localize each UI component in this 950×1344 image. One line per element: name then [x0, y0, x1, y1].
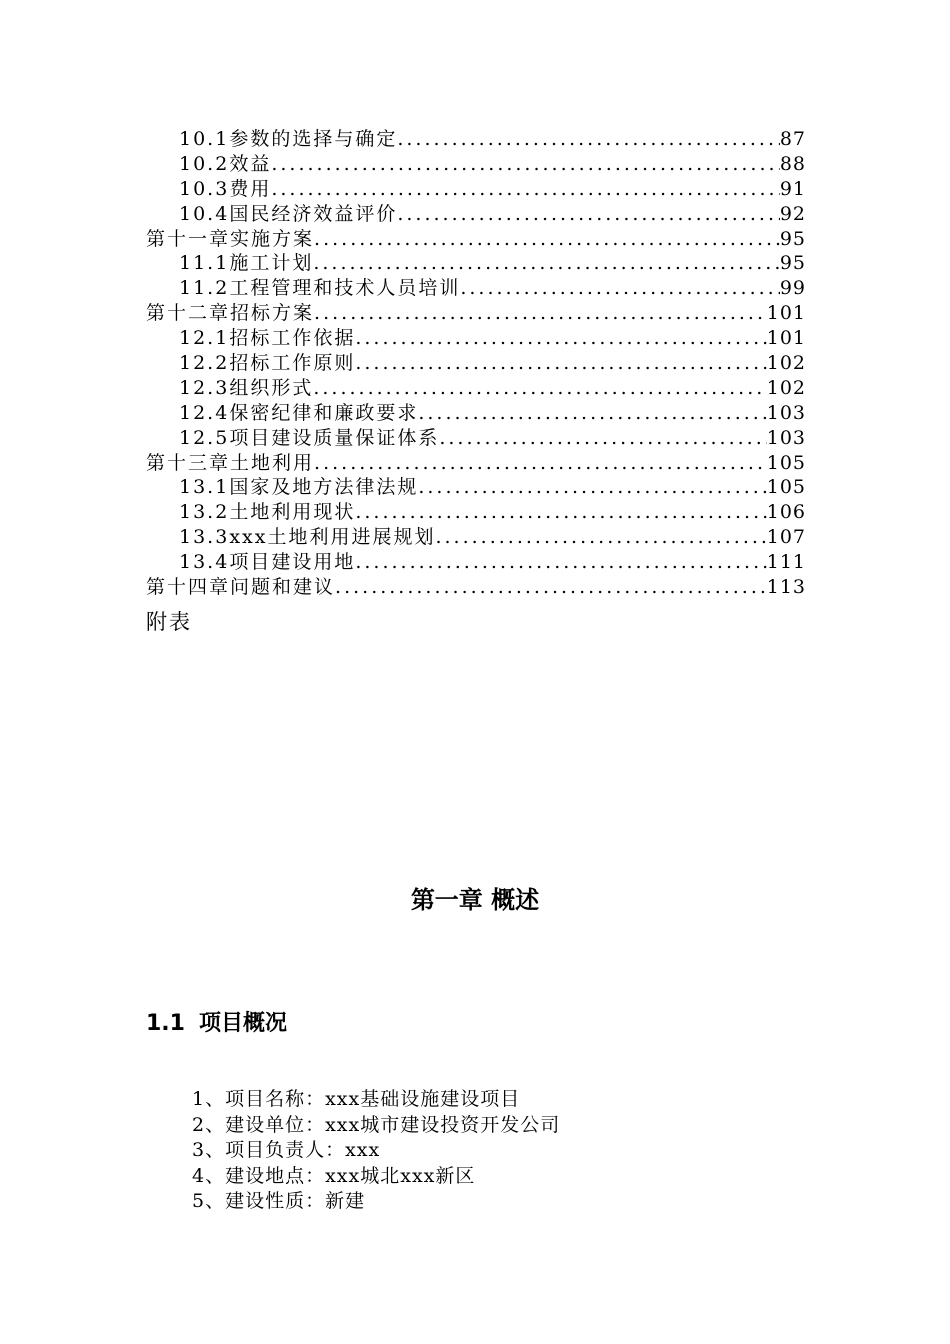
toc-entry-title: 施工计划 [229, 252, 314, 275]
toc-entry-number: 12.1 [179, 327, 230, 350]
toc-entry-number: 第十四章 [146, 576, 231, 599]
toc-leader-dots [355, 551, 766, 573]
toc-entry-number: 13.1 [179, 476, 230, 499]
toc-entry-number: 第十一章 [146, 227, 231, 250]
toc-entry-number: 10.3 [179, 177, 230, 200]
toc-page-number: 88 [779, 152, 806, 175]
toc-section-entry[interactable] [146, 323, 806, 348]
toc-entry-number: 12.2 [179, 352, 230, 375]
toc-entry-title: 项目建设质量保证体系 [229, 426, 440, 449]
toc-page-number: 105 [766, 451, 806, 474]
toc-leader-dots [314, 452, 767, 474]
toc-entry-number: 11.1 [179, 252, 230, 275]
toc-section-entry[interactable] [146, 248, 806, 273]
toc-leader-dots [313, 252, 779, 274]
toc-leader-dots [271, 153, 779, 175]
toc-page-number: 95 [779, 227, 806, 250]
toc-entry-title: 组织形式 [229, 376, 314, 399]
toc-leader-dots [355, 327, 766, 349]
toc-page-number: 87 [779, 128, 806, 150]
toc-entry-title: 国民经济效益评价 [229, 202, 398, 225]
project-info-item: 4、建设地点：xxx城北xxx新区 [192, 1164, 476, 1187]
toc-page-number: 101 [766, 302, 806, 325]
toc-section-entry[interactable] [146, 472, 806, 497]
toc-section-entry[interactable] [146, 373, 806, 398]
toc-page-number: 91 [779, 177, 806, 200]
toc-page-number: 92 [779, 202, 806, 225]
toc-entry-number: 12.4 [179, 401, 230, 424]
toc-leader-dots [355, 352, 766, 374]
toc-section-entry[interactable] [146, 199, 806, 224]
chapter-title: 第一章 概述 [410, 886, 540, 914]
toc-page-number: 111 [766, 551, 806, 574]
toc-leader-dots [418, 476, 766, 498]
toc-entry-title: 项目建设用地 [229, 551, 356, 574]
toc-leader-dots [335, 576, 767, 598]
toc-leader-dots [418, 402, 766, 424]
toc-entry-title: 保密纪律和廉政要求 [229, 401, 419, 424]
toc-entry-title: 费用 [229, 177, 272, 200]
project-info-item: 1、项目名称：xxx基础设施建设项目 [192, 1088, 521, 1110]
toc-section-entry[interactable] [146, 497, 806, 522]
toc-entry-number: 12.5 [179, 426, 230, 449]
project-info-list [192, 1084, 560, 1212]
toc-section-entry[interactable] [146, 423, 806, 448]
toc-entry-title: 招标方案 [230, 302, 315, 325]
toc-leader-dots [355, 501, 766, 523]
toc-page-number: 103 [766, 401, 806, 424]
toc-page-number: 102 [766, 352, 806, 375]
toc-chapter-entry[interactable] [146, 224, 806, 249]
toc-leader-dots [435, 526, 766, 548]
toc-leader-dots [397, 128, 779, 150]
section-number: 1.1 [146, 1011, 185, 1036]
toc-chapter-entry[interactable] [146, 298, 806, 323]
toc-entry-number: 10.2 [179, 152, 230, 175]
toc-section-entry[interactable] [146, 273, 806, 298]
toc-leader-dots [460, 277, 779, 299]
section-title-text: 项目概况 [198, 1011, 287, 1036]
toc-entry-title: xxx土地利用进展规划 [229, 526, 436, 549]
toc-page-number: 103 [766, 426, 806, 449]
toc-page-number: 106 [766, 501, 806, 524]
toc-leader-dots [271, 178, 779, 200]
table-of-contents [146, 124, 806, 597]
toc-entry-title: 效益 [229, 152, 272, 175]
toc-page-number: 99 [779, 277, 806, 300]
section-heading [146, 1006, 287, 1037]
toc-leader-dots [314, 302, 767, 324]
toc-page-number: 113 [766, 576, 806, 599]
toc-page-number: 95 [779, 252, 806, 275]
appendix-label: 附表 [146, 610, 192, 634]
toc-section-entry[interactable] [146, 398, 806, 423]
project-info-item: 5、建设性质：新建 [192, 1190, 366, 1212]
toc-page-number: 105 [766, 476, 806, 499]
toc-entry-number: 12.3 [179, 376, 230, 399]
toc-section-entry[interactable] [146, 174, 806, 199]
toc-entry-title: 招标工作原则 [229, 352, 356, 375]
toc-entry-title: 土地利用 [230, 451, 315, 474]
toc-section-entry[interactable] [146, 149, 806, 174]
toc-leader-dots [313, 377, 766, 399]
toc-entry-number: 11.2 [179, 277, 230, 300]
toc-entry-number: 10.4 [179, 202, 230, 225]
toc-entry-number: 第十二章 [146, 302, 231, 325]
toc-section-entry[interactable] [146, 547, 806, 572]
toc-entry-title: 土地利用现状 [229, 501, 356, 524]
toc-entry-title: 参数的选择与确定 [229, 128, 398, 150]
toc-section-entry[interactable] [146, 522, 806, 547]
toc-leader-dots [397, 203, 779, 225]
toc-page-number: 102 [766, 376, 806, 399]
toc-page-number: 101 [766, 327, 806, 350]
toc-entry-number: 13.4 [179, 551, 230, 574]
project-info-item: 2、建设单位：xxx城市建设投资开发公司 [192, 1113, 561, 1136]
toc-section-entry[interactable] [146, 124, 806, 149]
project-info-item: 3、项目负责人：xxx [192, 1139, 381, 1161]
toc-entry-number: 13.3 [179, 526, 230, 549]
toc-entry-title: 问题和建议 [230, 576, 336, 599]
toc-entry-number: 13.2 [179, 501, 230, 524]
toc-entry-title: 国家及地方法律法规 [229, 476, 419, 499]
toc-page-number: 107 [766, 526, 806, 549]
toc-leader-dots [439, 427, 766, 449]
toc-entry-title: 工程管理和技术人员培训 [229, 277, 461, 300]
toc-entry-number: 第十三章 [146, 451, 231, 474]
toc-chapter-entry[interactable] [146, 572, 806, 597]
toc-entry-title: 实施方案 [230, 227, 315, 250]
toc-entry-title: 招标工作依据 [229, 327, 356, 350]
toc-leader-dots [314, 228, 780, 250]
toc-entry-number: 10.1 [179, 128, 230, 150]
toc-section-entry[interactable] [146, 348, 806, 373]
toc-chapter-entry[interactable] [146, 448, 806, 473]
